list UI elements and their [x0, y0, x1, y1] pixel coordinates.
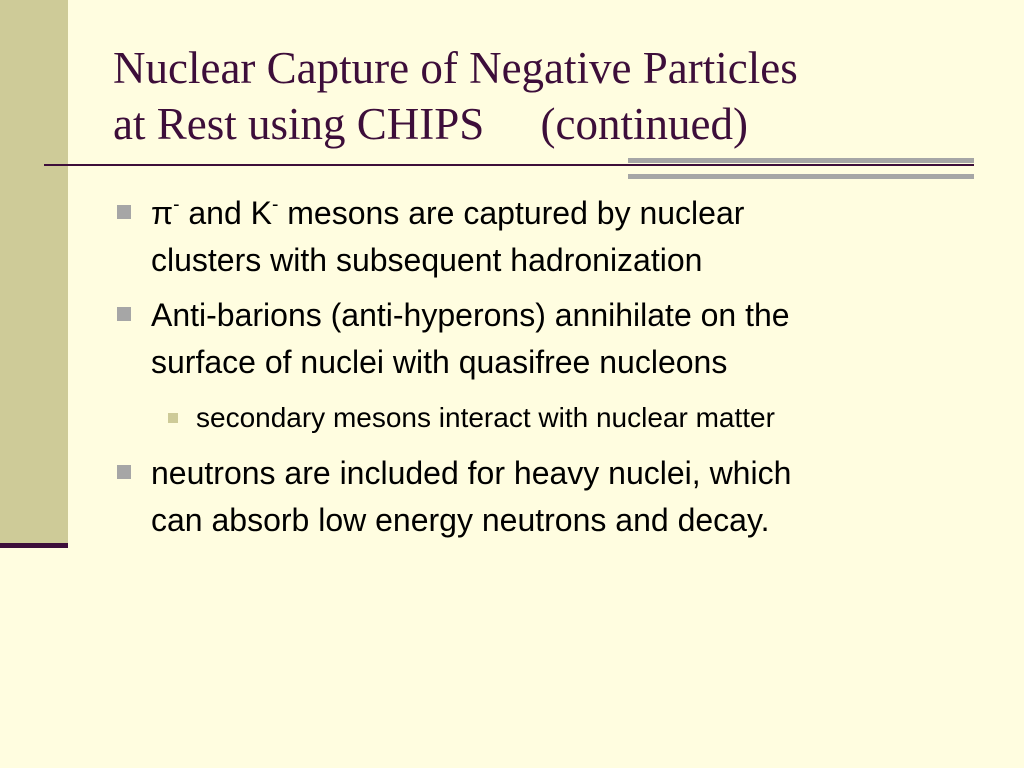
pi-symbol: π: [151, 195, 174, 231]
and-k-text: and K: [179, 195, 272, 231]
bullet-square-icon: [117, 307, 131, 321]
bullet-text-2: [151, 292, 971, 386]
sub-bullet-square-icon: [168, 413, 178, 423]
bullet-1-rest: mesons are captured by nuclear: [278, 195, 745, 231]
title-line-2: at Rest using CHIPS (continued): [113, 99, 748, 149]
bullet-square-icon: [117, 465, 131, 479]
bullet-2-line-2: surface of nuclei with quasifree nucleons: [151, 344, 728, 380]
bullet-3-line-2: can absorb low energy neutrons and decay.: [151, 502, 770, 538]
k-charge: -: [271, 194, 279, 216]
bullet-3-line-1: neutrons are included for heavy nuclei, which: [151, 455, 792, 491]
bullet-text-1: [151, 190, 971, 284]
title-line-1: Nuclear Capture of Negative Particles: [113, 43, 798, 93]
sub-bullet-text-1: secondary mesons interact with nuclear matter: [196, 402, 775, 433]
bullet-2-line-1: Anti-barions (anti-hyperons) annihilate on the: [151, 297, 790, 333]
bullet-1-line-2: clusters with subsequent hadronization: [151, 242, 703, 278]
bullet-1-line-1: [151, 190, 971, 237]
bullet-square-icon: [117, 205, 131, 219]
pi-charge: -: [173, 194, 180, 216]
bullet-text-3: [151, 450, 971, 544]
